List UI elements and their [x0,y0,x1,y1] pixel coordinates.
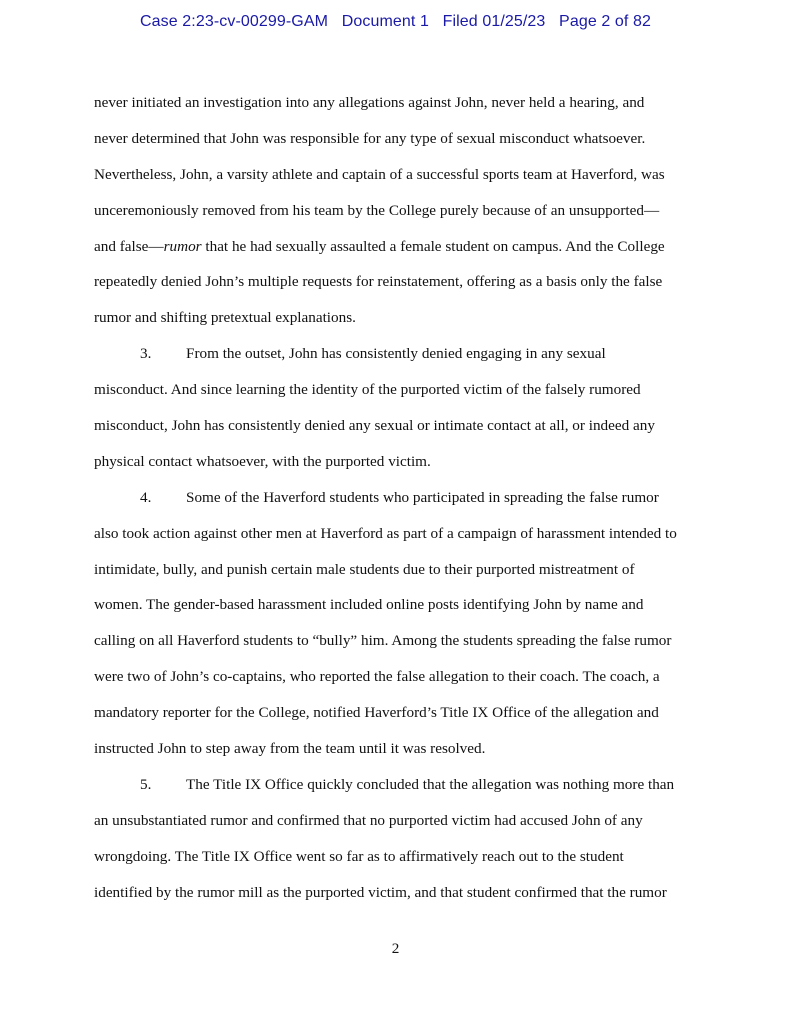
text-segment: Some of the Haverford students who participated in spreading the false rumor [186,488,659,506]
text-line: mandatory reporter for the College, notified Haverford’s Title IX Office of the allegation and [94,704,659,722]
court-filing-header [0,13,791,31]
text-line: wrongdoing. The Title IX Office went so far as to affirmatively reach out to the student [94,847,624,865]
text-line: Nevertheless, John, a varsity athlete and captain of a successful sports team at Haverford, was [94,165,665,183]
text-line: misconduct, John has consistently denied any sexual or intimate contact at all, or indeed any [94,417,655,435]
text-line: repeatedly denied John’s multiple requests for reinstatement, offering as a basis only the false [94,273,663,291]
text-line: an unsubstantiated rumor and confirmed that no purported victim had accused John of any [94,811,643,829]
text-line: misconduct. And since learning the identity of the purported victim of the falsely rumored [94,381,641,399]
text-line: unceremoniously removed from his team by the College purely because of an unsupported— [94,201,660,219]
case-number: Case 2:23-cv-00299-GAM [139,13,329,30]
text-segment: that he had sexually assaulted a female student on campus. And the College [201,237,665,255]
document-number: Document 1 [341,13,429,30]
text-line: intimidate, bully, and punish certain male students due to their purported mistreatment of [94,560,635,578]
page-indicator: Page 2 of 82 [559,13,651,30]
text-line [94,229,714,265]
text-line: calling on all Haverford students to “bully” him. Among the students spreading the false rumor [94,632,672,650]
text-segment: The Title IX Office quickly concluded that the allegation was nothing more than [186,775,675,793]
text-line: never initiated an investigation into any allegations against John, never held a hearing, and [94,94,645,111]
paragraph-number: 3. [140,345,152,363]
paragraph-first-line [94,480,714,516]
emphasized-word: rumor [163,237,202,255]
text-line: physical contact whatsoever, with the purported victim. [94,452,431,470]
text-line: were two of John’s co-captains, who reported the false allegation to their coach. The coach, a [94,668,660,686]
text-line: rumor and shifting pretextual explanations. [94,309,356,327]
text-segment: and false— [94,237,164,255]
paragraph-number: 5. [140,775,152,793]
filed-date: Filed 01/25/23 [442,13,546,30]
paragraph-first-line [94,336,714,372]
paragraph-number: 4. [140,488,152,506]
text-line: women. The gender-based harassment included online posts identifying John by name and [94,596,644,614]
body-text [94,85,714,910]
text-line: identified by the rumor mill as the purported victim, and that student confirmed that the rumor [94,883,667,901]
text-line: instructed John to step away from the team until it was resolved. [94,740,486,758]
paragraph-first-line [94,767,714,803]
text-line: never determined that John was responsible for any type of sexual misconduct whatsoever. [94,129,646,147]
text-segment: From the outset, John has consistently denied engaging in any sexual [186,345,606,363]
page-number: 2 [391,940,400,957]
text-line: also took action against other men at Haverford as part of a campaign of harassment intended to [94,524,677,542]
